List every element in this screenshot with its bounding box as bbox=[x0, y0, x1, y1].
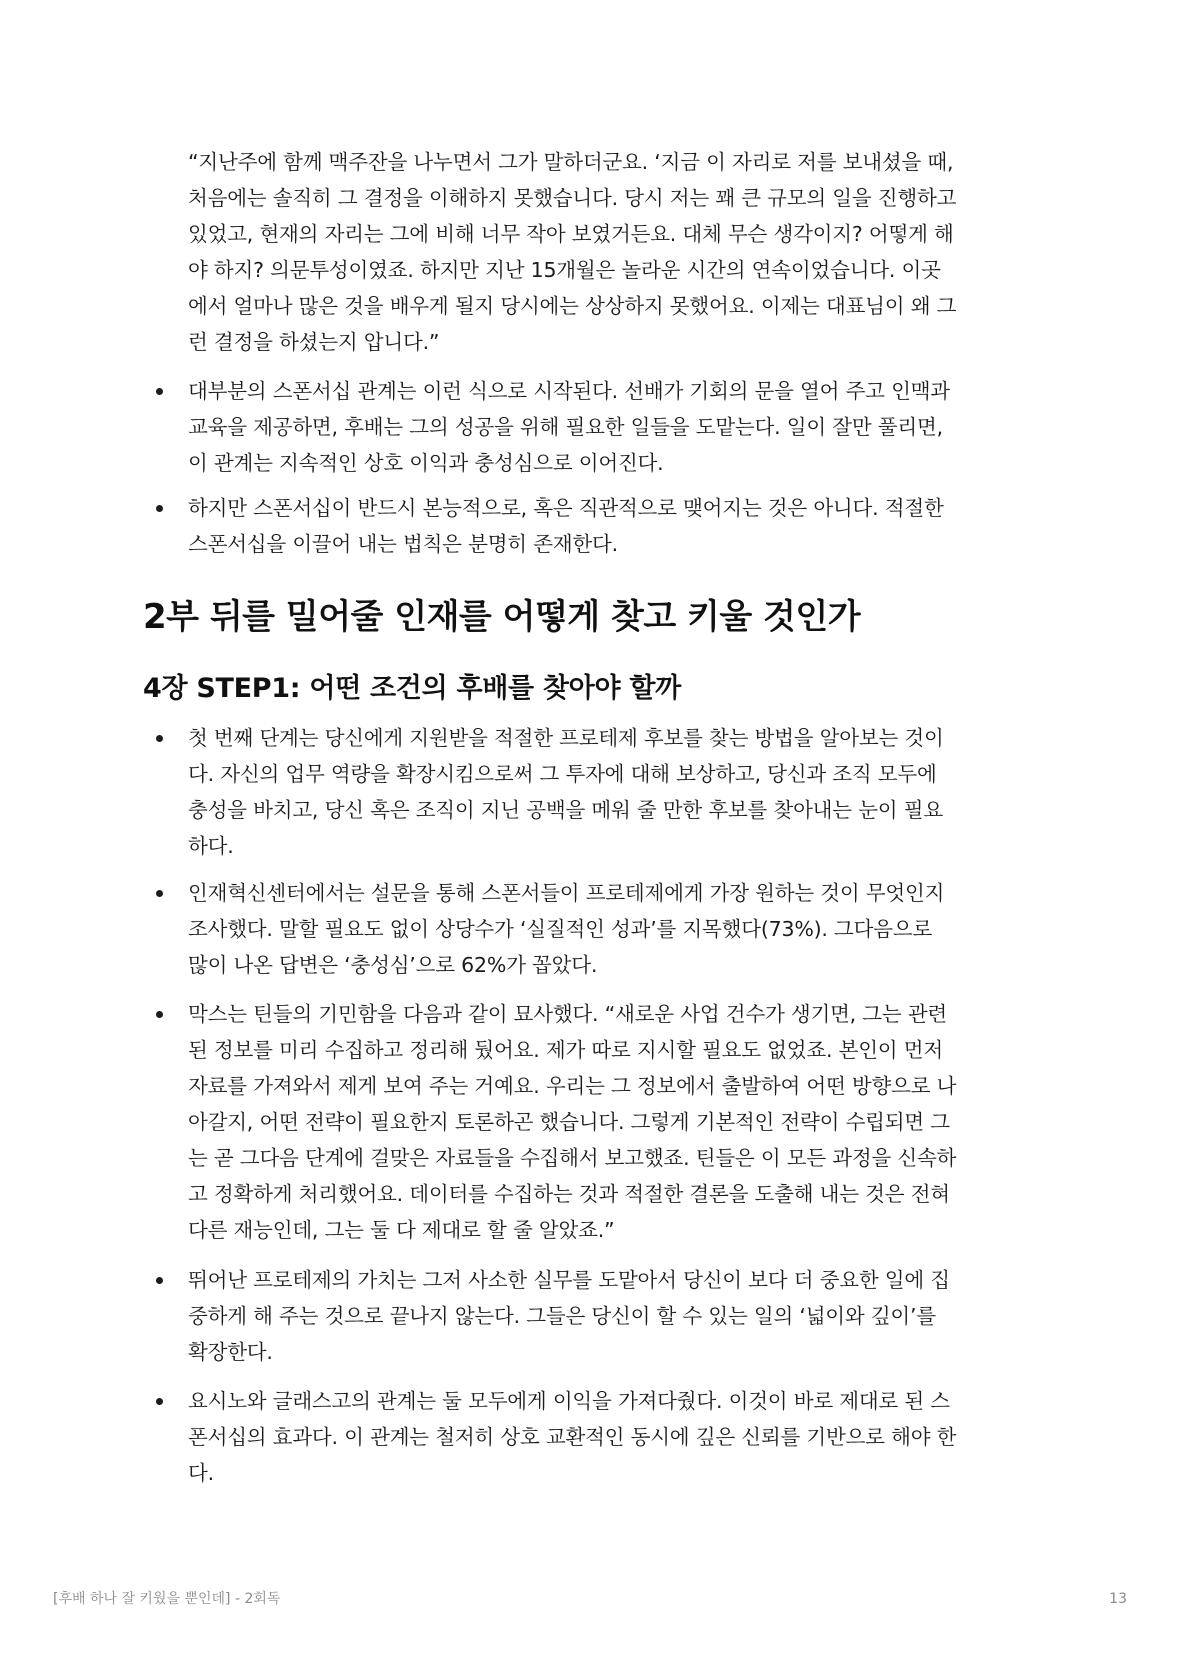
text-line: 충성을 바치고, 당신 혹은 조직이 지닌 공백을 메워 줄 만한 후보를 찾아내는 눈이 필요 bbox=[188, 798, 943, 822]
text-line: 대부분의 스폰서십 관계는 이런 식으로 시작된다. 선배가 기회의 문을 열어 주고 인맥과 bbox=[188, 379, 950, 403]
text-line: 많이 나온 답변은 ‘충성심’으로 62%가 꼽았다. bbox=[188, 953, 598, 977]
text-line: 조사했다. 말할 필요도 없이 상당수가 ‘실질적인 성과’를 지목했다(73%). 그다음으로 bbox=[188, 917, 933, 941]
text-line: 첫 번째 단계는 당신에게 지원받을 적절한 프로테제 후보를 찾는 방법을 알아보는 것이 bbox=[188, 726, 944, 750]
text-line: 다른 재능인데, 그는 둘 다 제대로 할 줄 알았죠.” bbox=[188, 1218, 615, 1242]
text-line: 하지만 스폰서십이 반드시 본능적으로, 혹은 직관적으로 맺어지는 것은 아니다. 적절한 bbox=[188, 496, 944, 520]
part-heading: 2부 뒤를 밀어줄 인재를 어떻게 찾고 키울 것인가 bbox=[143, 597, 861, 637]
bullet-item bbox=[188, 996, 1088, 1248]
footer-book-title: [후배 하나 잘 키웠을 뿐인데] - 2회독 bbox=[53, 1591, 281, 1607]
text-line: 이 관계는 지속적인 상호 이익과 충성심으로 이어진다. bbox=[188, 451, 664, 475]
text-line: 다. 자신의 업무 역량을 확장시킴으로써 그 투자에 대해 보상하고, 당신과 조직 모두에 bbox=[188, 762, 937, 786]
bullet-item bbox=[188, 490, 1088, 562]
page-number: 13 bbox=[1109, 1591, 1127, 1607]
text-line: 다. bbox=[188, 1461, 214, 1485]
text-line: 는 곧 그다음 단계에 걸맞은 자료들을 수집해서 보고했죠. 틴들은 이 모든 과정을 신속하 bbox=[188, 1146, 957, 1170]
text-line: 교육을 제공하면, 후배는 그의 성공을 위해 필요한 일들을 도맡는다. 일이 잘만 풀리면, bbox=[188, 415, 943, 439]
bullet-dot-icon bbox=[156, 1011, 163, 1018]
text-line: 뛰어난 프로테제의 가치는 그저 사소한 실무를 도맡아서 당신이 보다 더 중요한 일에 집 bbox=[188, 1268, 950, 1292]
bullet-item bbox=[188, 875, 1088, 983]
text-line: 자료를 가져와서 제게 보여 주는 거예요. 우리는 그 정보에서 출발하여 어떤 방향으로 나 bbox=[188, 1074, 957, 1098]
text-line: 막스는 틴들의 기민함을 다음과 같이 묘사했다. “새로운 사업 건수가 생기면, 그는 관련 bbox=[188, 1002, 948, 1026]
text-line: 런 결정을 하셨는지 압니다.” bbox=[188, 330, 440, 354]
text-line: 고 정확하게 처리했어요. 데이터를 수집하는 것과 적절한 결론을 도출해 내는 것은 전혀 bbox=[188, 1182, 950, 1206]
text-line: 아갈지, 어떤 전략이 필요한지 토론하곤 했습니다. 그렇게 기본적인 전략이 수립되면 그 bbox=[188, 1110, 950, 1134]
text-line: 에서 얼마나 많은 것을 배우게 될지 당시에는 상상하지 못했어요. 이제는 대표님이 왜 그 bbox=[188, 294, 957, 318]
bullet-dot-icon bbox=[156, 1277, 163, 1284]
text-line: 된 정보를 미리 수집하고 정리해 뒀어요. 제가 따로 지시할 필요도 없었죠. 본인이 먼저 bbox=[188, 1038, 943, 1062]
chapter-heading: 4장 STEP1: 어떤 조건의 후배를 찾아야 할까 bbox=[143, 673, 681, 704]
bullet-dot-icon bbox=[156, 1398, 163, 1405]
bullet-item bbox=[188, 1262, 1088, 1370]
bullet-dot-icon bbox=[156, 735, 163, 742]
bullet-item bbox=[188, 373, 1088, 481]
text-line: 중하게 해 주는 것으로 끝나지 않는다. 그들은 당신이 할 수 있는 일의 ‘넓이와 깊이’를 bbox=[188, 1304, 936, 1328]
text-line: 야 하지? 의문투성이였죠. 하지만 지난 15개월은 놀라운 시간의 연속이었습니다. 이곳 bbox=[188, 258, 941, 282]
text-line: 하다. bbox=[188, 834, 234, 858]
text-line: “지난주에 함께 맥주잔을 나누면서 그가 말하더군요. ‘지금 이 자리로 저를 보내셨을 때, bbox=[188, 150, 954, 174]
bullet-item bbox=[188, 1383, 1088, 1491]
text-line: 있었고, 현재의 자리는 그에 비해 너무 작아 보였거든요. 대체 무슨 생각이지? 어떻게 해 bbox=[188, 222, 954, 246]
text-line: 확장한다. bbox=[188, 1340, 273, 1364]
text-line: 스폰서십을 이끌어 내는 법칙은 분명히 존재한다. bbox=[188, 532, 618, 556]
text-line: 처음에는 솔직히 그 결정을 이해하지 못했습니다. 당시 저는 꽤 큰 규모의 일을 진행하고 bbox=[188, 186, 957, 210]
bullet-item bbox=[188, 720, 1088, 864]
text-line: 인재혁신센터에서는 설문을 통해 스폰서들이 프로테제에게 가장 원하는 것이 무엇인지 bbox=[188, 881, 945, 905]
bullet-dot-icon bbox=[156, 505, 163, 512]
bullet-dot-icon bbox=[156, 890, 163, 897]
text-line: 폰서십의 효과다. 이 관계는 철저히 상호 교환적인 동시에 깊은 신뢰를 기반으로 해야 한 bbox=[188, 1425, 957, 1449]
quote-paragraph bbox=[188, 144, 1088, 360]
bullet-dot-icon bbox=[156, 388, 163, 395]
text-line: 요시노와 글래스고의 관계는 둘 모두에게 이익을 가져다줬다. 이것이 바로 제대로 된 스 bbox=[188, 1389, 950, 1413]
